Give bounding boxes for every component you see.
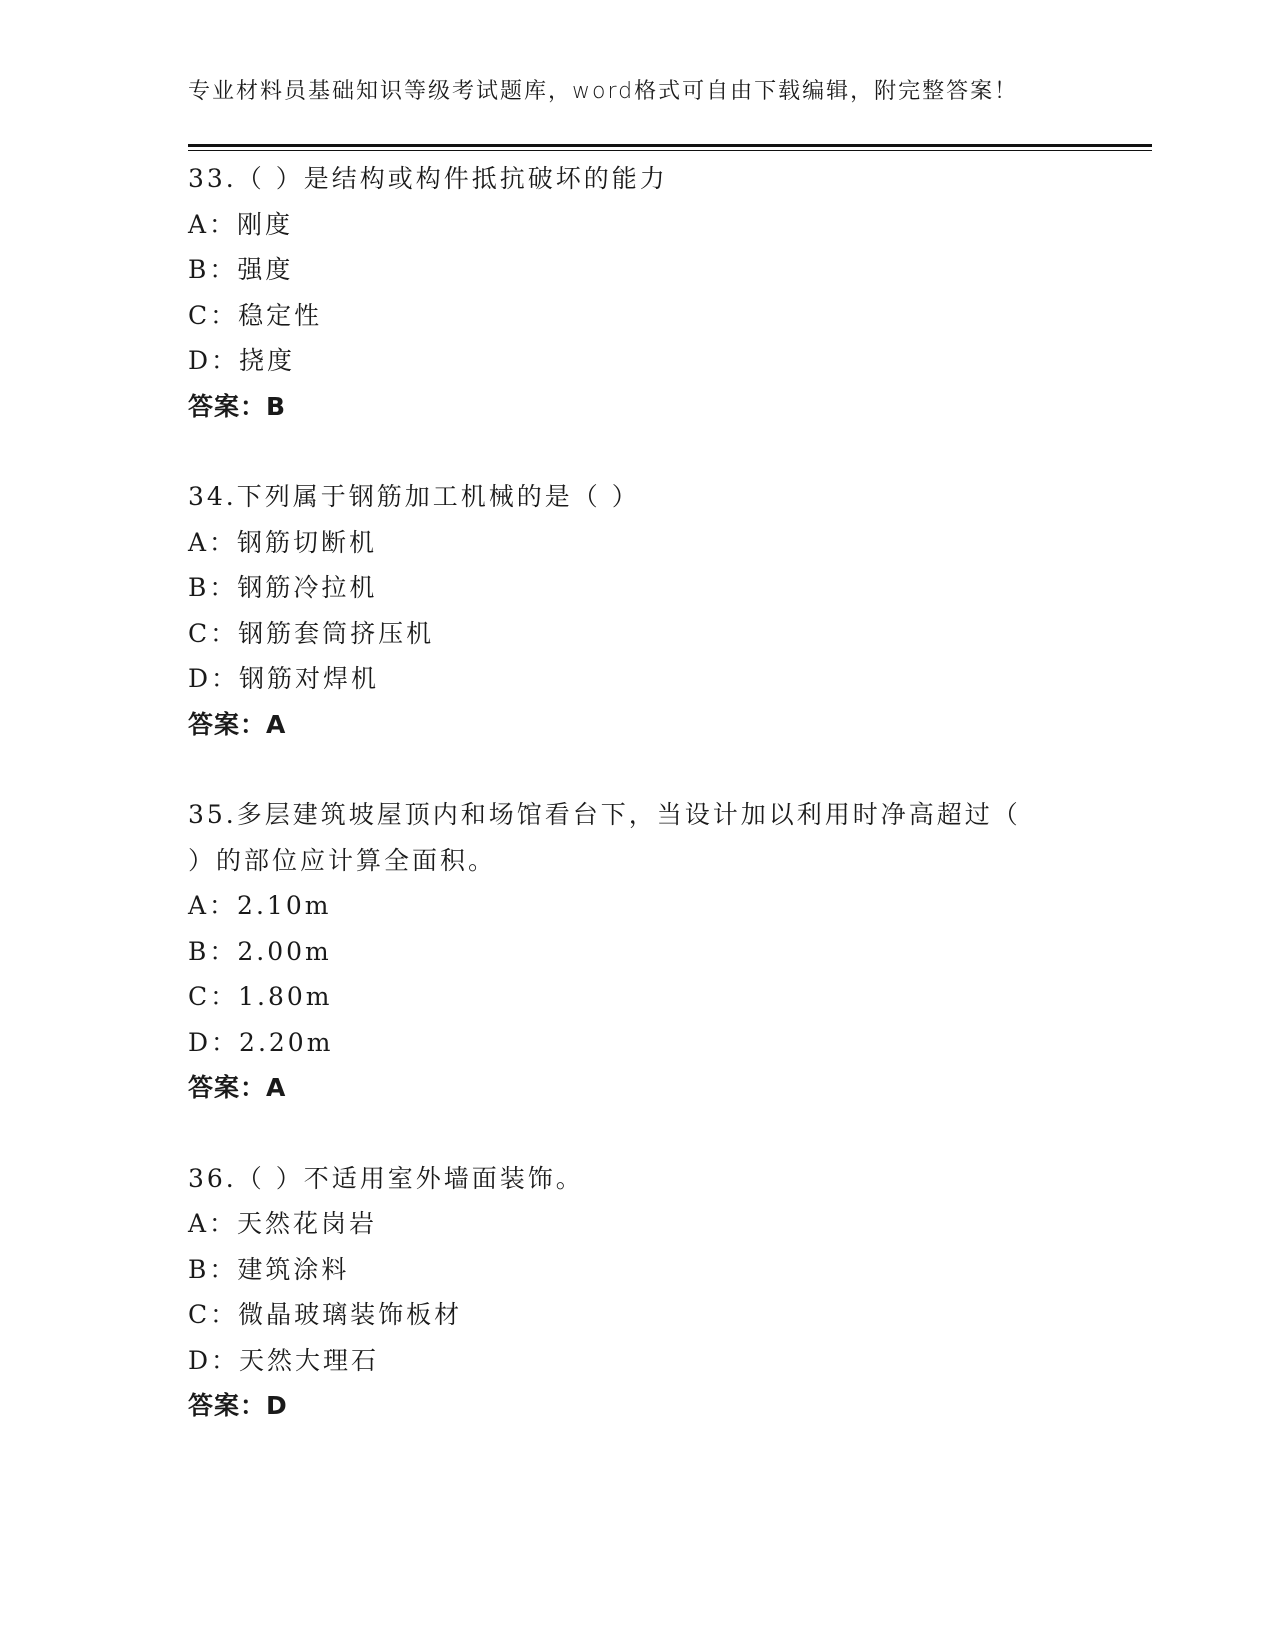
option-c: C：钢筋套筒挤压机 bbox=[188, 618, 435, 648]
answer: 答案：B bbox=[188, 391, 287, 421]
option-d: D：挠度 bbox=[188, 346, 296, 375]
option-b: B：强度 bbox=[188, 255, 294, 284]
question-35 bbox=[188, 792, 1088, 1111]
question-list bbox=[188, 156, 1088, 1474]
question-34 bbox=[188, 474, 1088, 747]
answer: 答案：D bbox=[188, 1391, 288, 1420]
question-stem: 35.多层建筑坡屋顶内和场馆看台下，当设计加以利用时净高超过（ bbox=[188, 800, 1021, 829]
option-c: C：稳定性 bbox=[188, 300, 323, 330]
question-stem: 33.（ ）是结构或构件抵抗破坏的能力 bbox=[188, 164, 668, 193]
option-c: C：1.80m bbox=[188, 982, 333, 1011]
option-a: A：刚度 bbox=[188, 209, 294, 239]
option-d: D：天然大理石 bbox=[188, 1345, 380, 1375]
option-a: A：2.10m bbox=[188, 891, 332, 920]
page-header: 专业材料员基础知识等级考试题库，word格式可自由下载编辑，附完整答案！ bbox=[188, 79, 1019, 104]
option-a: A：钢筋切断机 bbox=[188, 527, 378, 557]
question-36 bbox=[188, 1156, 1088, 1429]
option-b: B：钢筋冷拉机 bbox=[188, 573, 378, 602]
answer: 答案：A bbox=[188, 1073, 287, 1102]
answer: 答案：A bbox=[188, 709, 287, 739]
question-stem: 34.下列属于钢筋加工机械的是（ ） bbox=[188, 482, 640, 511]
option-b: B：建筑涂料 bbox=[188, 1254, 350, 1284]
question-stem: 36.（ ）不适用室外墙面装饰。 bbox=[188, 1163, 584, 1193]
header-rule-thick bbox=[188, 144, 1152, 147]
option-d: D：2.20m bbox=[188, 1027, 334, 1057]
option-c: C：微晶玻璃装饰板材 bbox=[188, 1300, 463, 1329]
option-a: A：天然花岗岩 bbox=[188, 1209, 378, 1238]
option-b: B：2.00m bbox=[188, 936, 332, 966]
option-d: D：钢筋对焊机 bbox=[188, 664, 380, 693]
question-stem-continuation: ）的部位应计算全面积。 bbox=[188, 845, 497, 875]
question-33 bbox=[188, 156, 1088, 429]
header-rule-thin bbox=[188, 150, 1152, 151]
